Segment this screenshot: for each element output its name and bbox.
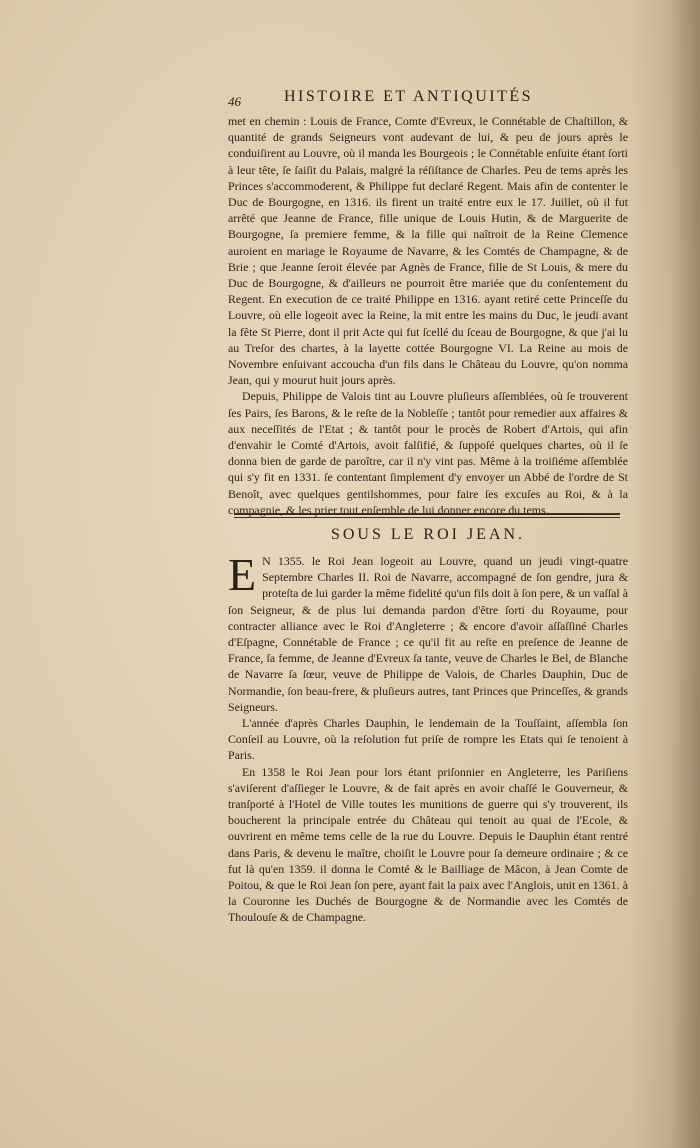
paragraph: L'année d'après Charles Dauphin, le lendemain de la Touſſaint, aſſembla ſon Conſeil au Louvre, où la reſolution fut priſe de rompre les Etats qui ſe tenoient à Paris. (228, 716, 628, 763)
page-binding-shadow (670, 0, 700, 1148)
paragraph: Depuis, Philippe de Valois tint au Louvre pluſieurs aſſemblées, où ſe trouverent ſes Pairs, ſes Barons, & le reſte de la Nobleſſe ; tantôt pour remedier aux affaires & aux neceſſités de l'Etat ; & tantôt pour le procès de Robert d'Artois, qui afin d'envahir le Comté d'Artois, avoit falſifié, & ſuppoſé quelques chartes, où il ſe donna bien de garde de paroître, car il n'y vint pas. Même à la troiſiéme aſſemblée qui s'y fit en 1331. ſe contentant ſimplement d'y envoyer un Abbé de l'ordre de St Benoît, avec quelques gentilshommes, pour faire ſes excuſes au Roi, & à la compagnie, & les prier tout enſemble de lui donner encore du tems. (228, 389, 628, 517)
text-block-top (228, 113, 628, 518)
section-divider-thin (234, 517, 620, 518)
paragraph: met en chemin : Louis de France, Comte d'Evreux, le Connétable de Chaſtillon, & quantité de grands Seigneurs vont audevant de lui, & peu de jours après le conduiſirent au Louvre, où il manda les Bourgeois ; le Connétable enſuite étant ſorti à leur tête, ſe ſaiſit du Palais, malgré la réſiſtance de Charles. Peu de tems après les Princes s'accommoderent, & Philippe fut declaré Regent. Mais afin de contenter le Duc de Bourgogne, en 1316. ils firent un traité entre eux le 17. Juillet, où il fut arrêté que Jeanne de France, fille unique de Louis Hutin, & de Marguerite de Bourgogne, ſa premiere femme, & la fille qui naîtroit de la Reine Clemence auroient en mariage le Royaume de Navarre, & les Comtés de Champagne, & de Brie ; que Jeanne ſeroit élevée par Agnès de France, fille de St Louis, & mere du Duc de Bourgogne, & d'ailleurs ne pourroit être mariée que du conſentement du Regent. En execution de ce traité Philippe en 1316. ayant retiré cette Princeſſe du Louvre, où elle logeoit avec la Reine, la mit entre les mains du Duc, le jeudi avant la fête St Pierre, dont il prit Acte qui fut ſcellé du ſceau de Bourgogne, & que j'ai lu au Treſor des chartes, à la layette cottée Bourgogne VI. La Reine au mois de Novembre enſuivant accoucha d'un fils dans le Château du Louvre, qu'on nomma Jean, qui y mourut huit jours après. (228, 114, 628, 388)
page-number: 46 (228, 94, 241, 109)
running-title: HISTOIRE ET ANTIQUITÉS (284, 88, 534, 105)
section-heading: SOUS LE ROI JEAN. (330, 526, 526, 543)
paragraph-text: N 1355. le Roi Jean logeoit au Louvre, quand un jeudi vingt-quatre Septembre Charles II. Roi de Navarre, accompagné de ſon gendre, jura & proteſta de lui garder la même fidelité qu'un fils doit à ſon pere, & un vaſſal à ſon Seigneur, & de plus lui demanda pardon d'être ſorti du Royaume, pour contracter alliance avec le Roi d'Angleterre ; & encore d'avoir aſſaſſiné Charles d'Eſpagne, Connétable de France ; ce qu'il fit au reſte en preſence de Jeanne de France, ſa femme, de Jeanne d'Evreux ſa tante, veuve de Charles le Bel, de Blanche de Navarre ſa ſœur, veuve de Philippe de Valois, de Charles Dauphin, Duc de Normandie, ſon beau-frere, & pluſieurs autres, tant Princes que Princeſſes, & grands Seigneurs. (228, 554, 628, 714)
drop-cap: E (228, 549, 257, 600)
section-divider (234, 513, 620, 515)
paragraph-with-drop-cap (228, 549, 628, 715)
paragraph: En 1358 le Roi Jean pour lors étant priſonnier en Angleterre, les Pariſiens s'aviſerent d'aſſieger le Louvre, & de fait après en avoir chaſſé le Gouverneur, & tranſporté à l'Hotel de Ville toutes les munitions de guerre qui s'y trouverent, ils boucherent la principale entrée du Château qui tenoit au quai de l'Ecole, & ouvrirent en même tems celle de la rue du Louvre. Depuis le Dauphin étant rentré dans Paris, & devenu le maître, choiſit le Louvre pour ſa demeure ordinaire ; & ce fut là qu'en 1359. il donna le Comté & le Bailliage de Mâcon, à Jean Comte de Poitou, & que le Roi Jean ſon pere, ayant fait la paix avec l'Anglois, unit en 1361. à la Couronne les Duchés de Bourgogne & de Normandie avec les Comtés de Thoulouſe & de Champagne. (228, 764, 628, 925)
text-block-bottom (228, 549, 628, 926)
